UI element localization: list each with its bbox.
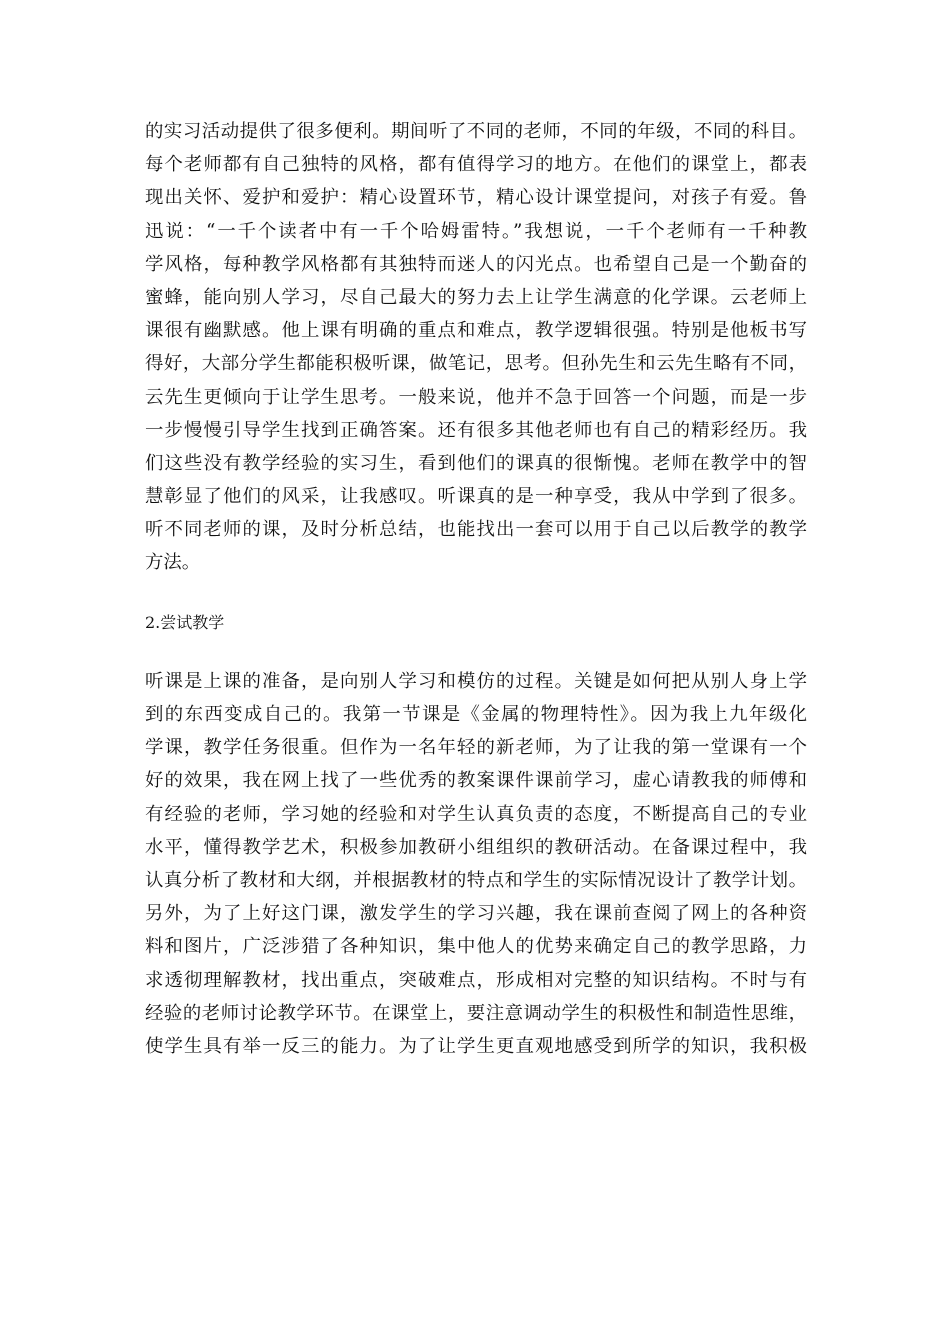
paragraph-line: 方法。 [145, 552, 201, 574]
paragraph-line: 听不同老师的课，及时分析总结，也能找出一套可以用于自己以后教学的教学 [145, 519, 807, 541]
paragraph-line: 现出关怀、爱护和爱护：精心设置环节，精心设计课堂提问，对孩子有爱。鲁 [145, 187, 807, 209]
paragraph-line: 的实习活动提供了很多便利。期间听了不同的老师，不同的年级，不同的科目。 [145, 121, 807, 142]
paragraph-2 [145, 665, 807, 1063]
paragraph-line: 好的效果，我在网上找了一些优秀的教案课件课前学习，虚心请教我的师傅和 [145, 770, 807, 792]
section-heading: 2.尝试教学 [145, 612, 225, 632]
paragraph-line: 慧彰显了他们的风采，让我感叹。听课真的是一种享受，我从中学到了很多。 [145, 486, 807, 508]
paragraph-line: 另外，为了上好这门课，激发学生的学习兴趣，我在课前查阅了网上的各种资 [145, 903, 807, 925]
paragraph-line: 每个老师都有自己独特的风格，都有值得学习的地方。在他们的课堂上，都表 [145, 154, 807, 176]
paragraph-line: 水平，懂得教学艺术，积极参加教研小组组织的教研活动。在备课过程中，我 [145, 836, 807, 858]
paragraph-line: 学风格，每种教学风格都有其独特而迷人的闪光点。也希望自己是一个勤奋的 [145, 253, 807, 275]
paragraph-line: 课很有幽默感。他上课有明确的重点和难点，教学逻辑很强。特别是他板书写 [145, 320, 807, 342]
paragraph-line: 得好，大部分学生都能积极听课，做笔记，思考。但孙先生和云先生略有不同， [145, 353, 807, 375]
document-page [145, 115, 807, 1063]
paragraph-line: 学课，教学任务很重。但作为一名年轻的新老师，为了让我的第一堂课有一个 [145, 737, 807, 759]
paragraph-line: 料和图片，广泛涉猎了各种知识，集中他人的优势来确定自己的教学思路，力 [145, 936, 807, 958]
paragraph-line: 到的东西变成自己的。我第一节课是《金属的物理特性》。因为我上九年级化 [145, 704, 807, 725]
paragraph-line: 听课是上课的准备，是向别人学习和模仿的过程。关键是如何把从别人身上学 [145, 670, 807, 692]
paragraph-line: 蜜蜂，能向别人学习，尽自己最大的努力去上让学生满意的化学课。云老师上 [145, 286, 807, 308]
paragraph-line: 有经验的老师，学习她的经验和对学生认真负责的态度，不断提高自己的专业 [145, 803, 807, 825]
paragraph-line: 迅说：“一千个读者中有一千个哈姆雷特。”我想说，一千个老师有一千种教 [145, 220, 807, 242]
paragraph-1 [145, 115, 807, 580]
paragraph-line: 云先生更倾向于让学生思考。一般来说，他并不急于回答一个问题，而是一步 [145, 386, 807, 408]
paragraph-line: 使学生具有举一反三的能力。为了让学生更直观地感受到所学的知识，我积极 [145, 1035, 807, 1057]
paragraph-line: 认真分析了教材和大纲，并根据教材的特点和学生的实际情况设计了教学计划。 [145, 869, 807, 891]
paragraph-line: 经验的老师讨论教学环节。在课堂上，要注意调动学生的积极性和制造性思维， [145, 1002, 807, 1024]
paragraph-line: 们这些没有教学经验的实习生，看到他们的课真的很惭愧。老师在教学中的智 [145, 452, 807, 474]
paragraph-line: 一步慢慢引导学生找到正确答案。还有很多其他老师也有自己的精彩经历。我 [145, 419, 807, 441]
paragraph-line: 求透彻理解教材，找出重点，突破难点，形成相对完整的知识结构。不时与有 [145, 969, 807, 991]
